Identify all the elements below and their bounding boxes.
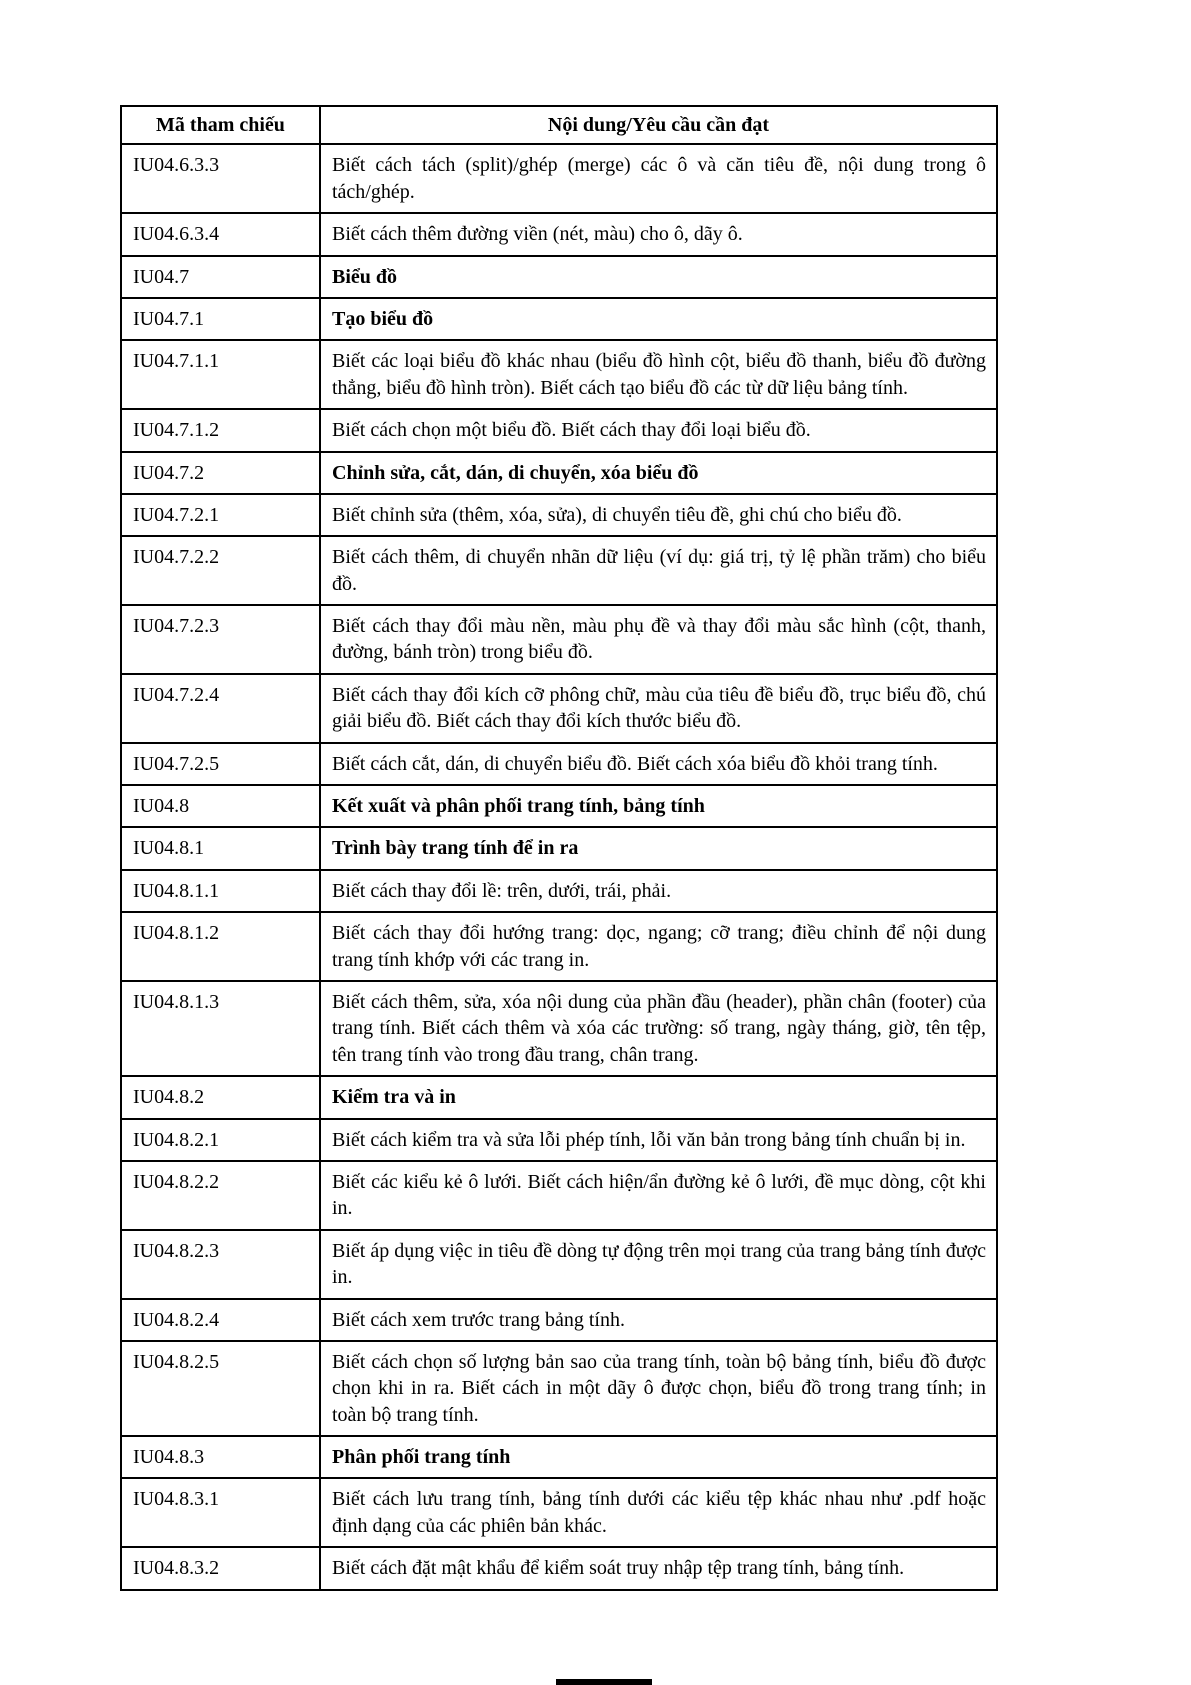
content-cell: Phân phối trang tính [320,1436,997,1478]
content-cell: Biết cách chọn số lượng bản sao của trang tính, toàn bộ bảng tính, biểu đồ được chọn khi in ra. Biết cách in một dãy ô được chọn, biểu đồ trong trang tính; in toàn bộ trang tính. [320,1341,997,1436]
table-row [121,912,997,981]
table-row [121,785,997,827]
content-cell: Biết áp dụng việc in tiêu đề dòng tự động trên mọi trang của trang bảng tính được in. [320,1230,997,1299]
ref-code-cell: IU04.7.1 [121,298,320,340]
content-cell: Biết các loại biểu đồ khác nhau (biểu đồ hình cột, biểu đồ thanh, biểu đồ đường thẳng, biểu đồ hình tròn). Biết cách tạo biểu đồ các từ dữ liệu bảng tính. [320,340,997,409]
table-row [121,1341,997,1436]
content-cell: Biết cách thay đổi màu nền, màu phụ đề và thay đổi màu sắc hình (cột, thanh, đường, bánh tròn) trong biểu đồ. [320,605,997,674]
content-cell: Biết cách kiểm tra và sửa lỗi phép tính, lỗi văn bản trong bảng tính chuẩn bị in. [320,1119,997,1161]
table-row [121,1547,997,1589]
table-row [121,494,997,536]
ref-code-cell: IU04.7.2.5 [121,743,320,785]
column-header-content: Nội dung/Yêu cầu cần đạt [320,106,997,144]
table-row [121,1076,997,1118]
ref-code-cell: IU04.7.2 [121,452,320,494]
table-row [121,452,997,494]
table-row [121,298,997,340]
table-row [121,409,997,451]
ref-code-cell: IU04.8.1 [121,827,320,869]
ref-code-cell: IU04.8.3.1 [121,1478,320,1547]
content-cell: Tạo biểu đồ [320,298,997,340]
content-cell: Biết cách thêm đường viền (nét, màu) cho ô, dãy ô. [320,213,997,255]
table-row [121,340,997,409]
table-body [121,144,997,1589]
column-header-ref-code: Mã tham chiếu [121,106,320,144]
content-cell: Biểu đồ [320,256,997,298]
table-row [121,536,997,605]
table-row [121,213,997,255]
content-cell: Biết cách đặt mật khẩu để kiểm soát truy nhập tệp trang tính, bảng tính. [320,1547,997,1589]
content-cell: Kết xuất và phân phối trang tính, bảng tính [320,785,997,827]
ref-code-cell: IU04.8.3 [121,1436,320,1478]
content-cell: Biết cách chọn một biểu đồ. Biết cách thay đổi loại biểu đồ. [320,409,997,451]
content-cell: Biết cách cắt, dán, di chuyển biểu đồ. Biết cách xóa biểu đồ khỏi trang tính. [320,743,997,785]
content-cell: Biết cách thay đổi kích cỡ phông chữ, màu của tiêu đề biểu đồ, trục biểu đồ, chú giải biểu đồ. Biết cách thay đổi kích thước biểu đồ. [320,674,997,743]
table-header [121,106,997,144]
table-row [121,674,997,743]
ref-code-cell: IU04.8.1.3 [121,981,320,1076]
content-cell: Trình bày trang tính để in ra [320,827,997,869]
content-cell: Biết cách thêm, di chuyển nhãn dữ liệu (ví dụ: giá trị, tỷ lệ phần trăm) cho biểu đồ. [320,536,997,605]
ref-code-cell: IU04.8.1.2 [121,912,320,981]
ref-code-cell: IU04.8.1.1 [121,870,320,912]
table-row [121,870,997,912]
content-cell: Biết cách tách (split)/ghép (merge) các ô và căn tiêu đề, nội dung trong ô tách/ghép. [320,144,997,213]
table-row [121,743,997,785]
table-row [121,1299,997,1341]
table-row [121,981,997,1076]
ref-code-cell: IU04.7.2.1 [121,494,320,536]
table-row [121,605,997,674]
content-cell: Biết cách lưu trang tính, bảng tính dưới các kiểu tệp khác nhau như .pdf hoặc định dạng của các phiên bản khác. [320,1478,997,1547]
ref-code-cell: IU04.8.2.2 [121,1161,320,1230]
content-cell: Biết cách thêm, sửa, xóa nội dung của phần đầu (header), phần chân (footer) của trang tính. Biết cách thêm và xóa các trường: số trang, ngày tháng, giờ, tên tệp, tên trang tính vào trong đầu trang, chân trang. [320,981,997,1076]
ref-code-cell: IU04.7.2.3 [121,605,320,674]
table-row [121,1230,997,1299]
ref-code-cell: IU04.8.2.1 [121,1119,320,1161]
table-row [121,1436,997,1478]
ref-code-cell: IU04.6.3.4 [121,213,320,255]
ref-code-cell: IU04.8.2.3 [121,1230,320,1299]
table-row [121,1478,997,1547]
table-row [121,827,997,869]
content-cell: Biết cách thay đổi hướng trang: dọc, ngang; cỡ trang; điều chỉnh để nội dung trang tính khớp với các trang in. [320,912,997,981]
content-cell: Biết các kiểu kẻ ô lưới. Biết cách hiện/ẩn đường kẻ ô lưới, đề mục dòng, cột khi in. [320,1161,997,1230]
ref-code-cell: IU04.8.3.2 [121,1547,320,1589]
table-row [121,256,997,298]
ref-code-cell: IU04.8 [121,785,320,827]
table-row [121,1119,997,1161]
ref-code-cell: IU04.6.3.3 [121,144,320,213]
ref-code-cell: IU04.8.2.5 [121,1341,320,1436]
content-cell: Biết cách thay đổi lề: trên, dưới, trái, phải. [320,870,997,912]
content-cell: Chỉnh sửa, cắt, dán, di chuyển, xóa biểu đồ [320,452,997,494]
header-row [121,106,997,144]
table-row [121,144,997,213]
content-cell: Kiểm tra và in [320,1076,997,1118]
page-footer-bar [556,1679,652,1685]
ref-code-cell: IU04.7.1.2 [121,409,320,451]
table-row [121,1161,997,1230]
ref-code-cell: IU04.8.2.4 [121,1299,320,1341]
ref-code-cell: IU04.7.2.4 [121,674,320,743]
ref-code-cell: IU04.8.2 [121,1076,320,1118]
content-cell: Biết chỉnh sửa (thêm, xóa, sửa), di chuyển tiêu đề, ghi chú cho biểu đồ. [320,494,997,536]
requirements-table [120,105,998,1591]
ref-code-cell: IU04.7.1.1 [121,340,320,409]
ref-code-cell: IU04.7.2.2 [121,536,320,605]
ref-code-cell: IU04.7 [121,256,320,298]
content-cell: Biết cách xem trước trang bảng tính. [320,1299,997,1341]
